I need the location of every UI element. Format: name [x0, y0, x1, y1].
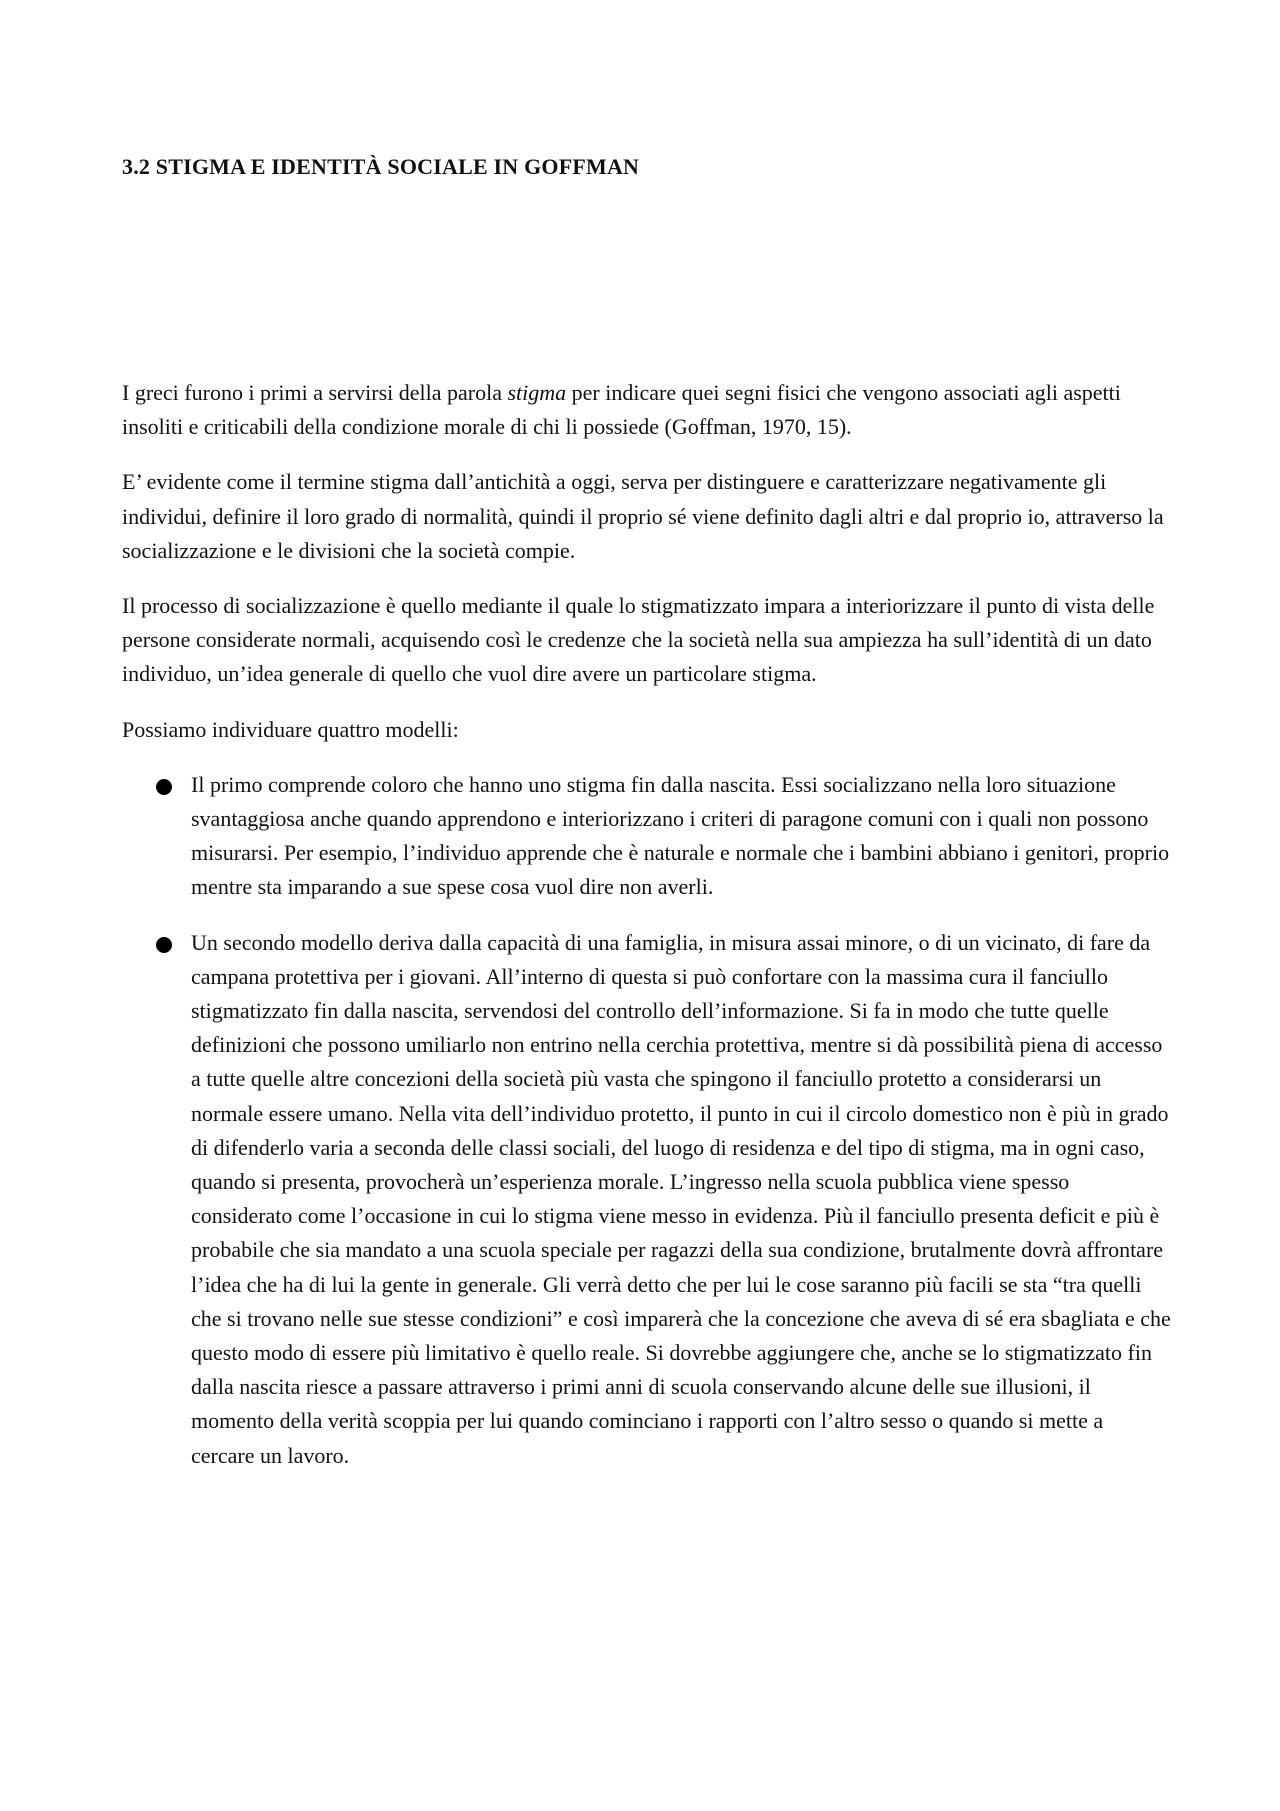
paragraph-4: Possiamo individuare quattro modelli: [122, 716, 459, 742]
list-item-text: Il primo comprende coloro che hanno uno stigma fin dalla nascita. Essi socializzano nella loro situazione svantaggiosa anche quando apprendono e interiorizzano i criteri di paragone comuni con i quali non possono misurarsi. Per esempio, l’individuo apprende che è naturale e normale che i bambini abbiano i genitori, proprio mentre sta imparando a sue spese cosa vuol dire non averli. [191, 771, 1170, 900]
models-list [122, 768, 1172, 1473]
intro-text-before: I greci furono i primi a servirsi della parola [122, 380, 508, 405]
intro-paragraph [122, 376, 1172, 444]
list-item-text: Un secondo modello deriva dalla capacità di una famiglia, in misura assai minore, o di un vicinato, di fare da campana protettiva per i giovani. All’interno di questa si può confortare con la massima cura il fanciullo stigmatizzato fin dalla nascita, servendosi del controllo dell’informazione. Si fa in modo che tutte quelle definizioni che possono umiliarlo non entrino nella cerchia protettiva, mentre si dà possibilità piena di accesso a tutte quelle altre concezioni della società più vasta che spingono il fanciullo protetto a considerarsi un normale essere umano. Nella vita dell’individuo protetto, il punto in cui il circolo domestico non è più in grado di difenderlo varia a seconda delle classi sociali, del luogo di residenza e del tipo di stigma, ma in ogni caso, quando si presenta, provocherà un’esperienza morale. L’ingresso nella scuola pubblica viene spesso considerato come l’occasione in cui lo stigma viene messo in evidenza. Più il fanciullo presenta deficit e più è probabile che sia mandato a una scuola speciale per ragazzi della sua condizione, brutalmente dovrà affrontare l’idea che ha di lui la gente in generale. Gli verrà detto che per lui le cose saranno più facili se sta “tra quelli che si trovano nelle sue stesse condizioni” e così imparerà che la concezione che aveva di sé era sbagliata e che questo modo di essere più limitativo è quello reale. Si dovrebbe aggiungere che, anche se lo stigmatizzato fin dalla nascita riesce a passare attraverso i primi anni di scuola conservando alcune delle sue illusioni, il momento della verità scoppia per lui quando cominciano i rapporti con l’altro sesso o quando si mette a cercare un lavoro. [191, 929, 1171, 1468]
intro-emphasis: stigma [507, 380, 567, 405]
list-item [122, 768, 1172, 905]
bullet-icon [156, 937, 172, 953]
intro-text-after: per indicare quei segni fisici che vengono associati agli aspetti insoliti e criticabili della condizione morale di chi li possiede (Goffman, 1970, 15). [122, 380, 1121, 440]
list-item [122, 926, 1172, 1473]
body-text [122, 376, 1172, 1494]
paragraph-2: E’ evidente come il termine stigma dall’antichità a oggi, serva per distinguere e caratterizzare negativamente gli individui, definire il loro grado di normalità, quindi il proprio sé viene definito dagli altri e dal proprio io, attraverso la socializzazione e le divisioni che la società compie. [122, 469, 1164, 563]
paragraph-3: Il processo di socializzazione è quello mediante il quale lo stigmatizzato impara a interiorizzare il punto di vista delle persone considerate normali, acquisendo così le credenze che la società nella sua ampiezza ha sull’identità di un dato individuo, un’idea generale di quello che vuol dire avere un particolare stigma. [122, 593, 1155, 687]
bullet-icon [156, 779, 172, 795]
section-heading: 3.2 STIGMA E IDENTITÀ SOCIALE IN GOFFMAN [122, 154, 640, 179]
